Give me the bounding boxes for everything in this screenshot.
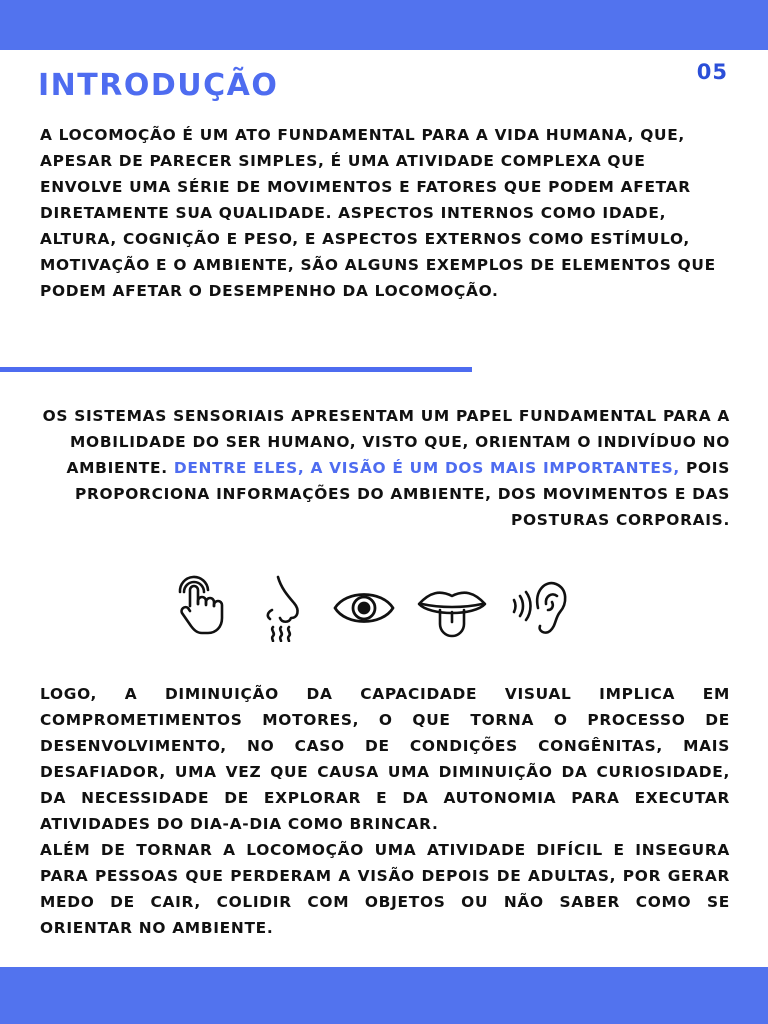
page-title: INTRODUÇÃO [38,68,279,103]
conclusion-text [40,681,730,941]
conclusion-paragraph-1: LOGO, A DIMINUIÇÃO DA CAPACIDADE VISUAL IMPLICA EM COMPROMETIMENTOS MOTORES, O QUE TORNA O PROCESSO DE DESENVOLVIMENTO, NO CASO DE CONDIÇÕES CONGÊNITAS, MAIS DESAFIADOR, UMA VEZ QUE CAUSA UMA DIMINUIÇÃO DA CURIOSIDADE, DA NECESSIDADE DE EXPLORAR E DA AUTONOMIA PARA EXECUTAR ATIVIDADES DO DIA-A-DIA COMO BRINCAR. [40,685,730,833]
senses-icons [178,574,578,644]
touch-icon [178,574,234,636]
senses-paragraph [36,403,730,533]
senses-text-after: POIS PROPORCIONA INFORMAÇÕES DO AMBIENTE, DOS MOVIMENTOS E DAS POSTURAS CORPORAIS. [74,459,730,529]
vision-icon [332,574,396,636]
hearing-icon [510,574,570,638]
top-banner [0,0,768,50]
senses-highlight: DENTRE ELES, A VISÃO É UM DOS MAIS IMPORTANTES, [173,459,680,477]
bottom-banner [0,967,768,1024]
smell-icon [258,574,308,642]
section-divider [0,367,472,372]
conclusion-paragraph-2: ALÉM DE TORNAR A LOCOMOÇÃO UMA ATIVIDADE DIFÍCIL E INSEGURA PARA PESSOAS QUE PERDERAM A VISÃO DEPOIS DE ADULTAS, POR GERAR MEDO DE CAIR, COLIDIR COM OBJETOS OU NÃO SABER COMO SE ORIENTAR NO AMBIENTE. [40,841,730,937]
intro-paragraph: A LOCOMOÇÃO É UM ATO FUNDAMENTAL PARA A VIDA HUMANA, QUE, APESAR DE PARECER SIMPLES, É UMA ATIVIDADE COMPLEXA QUE ENVOLVE UMA SÉRIE DE MOVIMENTOS E FATORES QUE PODEM AFETAR DIRETAMENTE SUA QUALIDADE. ASPECTOS INTERNOS COMO IDADE, ALTURA, COGNIÇÃO E PESO, E ASPECTOS EXTERNOS COMO ESTÍMULO, MOTIVAÇÃO E O AMBIENTE, SÃO ALGUNS EXEMPLOS DE ELEMENTOS QUE PODEM AFETAR O DESEMPENHO DA LOCOMOÇÃO. [40,126,716,300]
senses-text-before: OS SISTEMAS SENSORIAIS APRESENTAM UM PAPEL FUNDAMENTAL PARA A MOBILIDADE DO SER HUMANO, VISTO QUE, ORIENTAM O INDIVÍDUO NO AMBIENTE. [42,407,730,477]
page-number: 05 [696,60,728,84]
taste-icon [416,574,488,638]
